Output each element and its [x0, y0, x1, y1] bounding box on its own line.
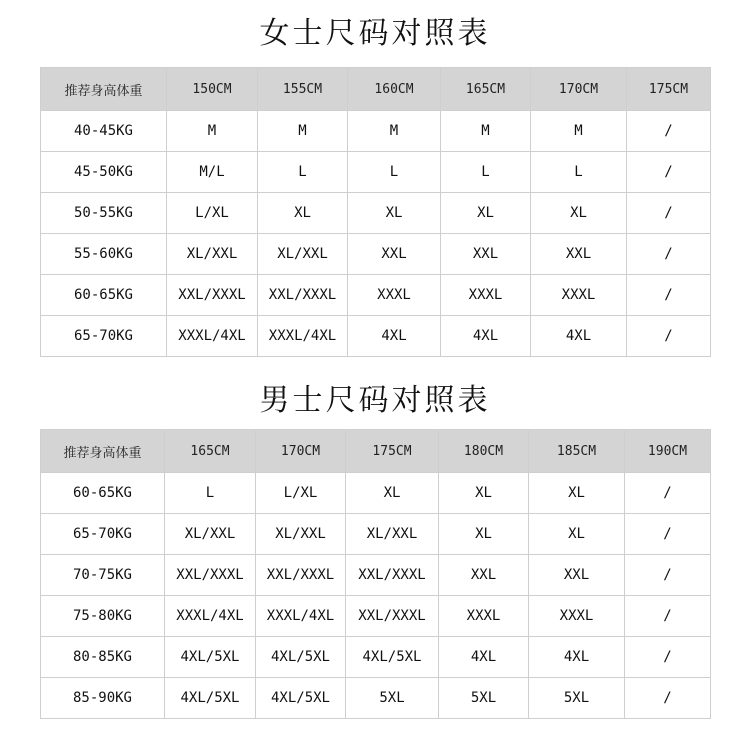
size-cell: L: [531, 152, 627, 193]
height-header-cell: 185CM: [529, 430, 625, 473]
size-cell: M: [258, 111, 348, 152]
height-header-cell: 175CM: [627, 68, 711, 111]
table-row: [41, 111, 711, 152]
size-cell: XL/XXL: [346, 514, 439, 555]
height-header-cell: 170CM: [531, 68, 627, 111]
height-header-cell: 160CM: [348, 68, 441, 111]
size-cell: 4XL: [348, 316, 441, 357]
size-cell: XL: [531, 193, 627, 234]
size-cell: XL: [439, 514, 529, 555]
size-cell: XXL: [529, 555, 625, 596]
height-header-cell: 175CM: [346, 430, 439, 473]
size-cell: XXL: [531, 234, 627, 275]
size-cell: L: [165, 473, 256, 514]
weight-cell: 70-75KG: [41, 555, 165, 596]
height-header-cell: 165CM: [441, 68, 531, 111]
size-cell: XXL: [439, 555, 529, 596]
size-cell: XL: [441, 193, 531, 234]
size-cell: /: [625, 514, 711, 555]
corner-header-cell: 推荐身高体重: [41, 430, 165, 473]
size-cell: XXL/XXXL: [165, 555, 256, 596]
size-cell: 4XL: [531, 316, 627, 357]
size-cell: XXXL/4XL: [256, 596, 346, 637]
height-header-cell: 155CM: [258, 68, 348, 111]
height-header-cell: 150CM: [167, 68, 258, 111]
size-cell: L/XL: [256, 473, 346, 514]
size-cell: 4XL/5XL: [346, 637, 439, 678]
size-cell: /: [625, 473, 711, 514]
weight-cell: 45-50KG: [41, 152, 167, 193]
table-row: [41, 596, 711, 637]
women-size-table: [40, 67, 711, 357]
women-size-chart-title: 女士尺码对照表: [259, 16, 491, 51]
size-cell: XL: [258, 193, 348, 234]
size-cell: XXL: [348, 234, 441, 275]
size-cell: XL/XXL: [167, 234, 258, 275]
table-row: [41, 152, 711, 193]
size-cell: XL/XXL: [258, 234, 348, 275]
weight-cell: 80-85KG: [41, 637, 165, 678]
size-cell: XL: [529, 473, 625, 514]
size-cell: XXXL/4XL: [258, 316, 348, 357]
weight-cell: 50-55KG: [41, 193, 167, 234]
size-cell: 4XL: [441, 316, 531, 357]
table-row: [41, 514, 711, 555]
weight-cell: 40-45KG: [41, 111, 167, 152]
weight-cell: 65-70KG: [41, 316, 167, 357]
size-cell: XXL: [441, 234, 531, 275]
size-cell: XXXL/4XL: [167, 316, 258, 357]
size-cell: XXXL: [348, 275, 441, 316]
size-cell: XXXL: [439, 596, 529, 637]
size-cell: 4XL/5XL: [165, 637, 256, 678]
table-row: [41, 678, 711, 719]
table-row: [41, 637, 711, 678]
size-cell: XL/XXL: [165, 514, 256, 555]
size-cell: M: [441, 111, 531, 152]
size-cell: /: [627, 234, 711, 275]
table-row: [41, 316, 711, 357]
size-cell: /: [627, 316, 711, 357]
table-header-row: [41, 68, 711, 111]
table-row: [41, 275, 711, 316]
size-cell: XXL/XXXL: [256, 555, 346, 596]
height-header-cell: 170CM: [256, 430, 346, 473]
weight-cell: 60-65KG: [41, 275, 167, 316]
size-cell: XL: [439, 473, 529, 514]
size-cell: M/L: [167, 152, 258, 193]
weight-cell: 60-65KG: [41, 473, 165, 514]
size-cell: XXXL: [531, 275, 627, 316]
size-cell: XXL/XXXL: [258, 275, 348, 316]
table-header-row: [41, 430, 711, 473]
size-cell: L/XL: [167, 193, 258, 234]
table-row: [41, 555, 711, 596]
size-cell: /: [627, 193, 711, 234]
weight-cell: 75-80KG: [41, 596, 165, 637]
size-cell: L: [348, 152, 441, 193]
size-cell: /: [625, 596, 711, 637]
size-cell: XL: [346, 473, 439, 514]
size-cell: L: [441, 152, 531, 193]
size-cell: XXXL/4XL: [165, 596, 256, 637]
size-cell: XXXL: [529, 596, 625, 637]
size-cell: XXL/XXXL: [346, 555, 439, 596]
height-header-cell: 190CM: [625, 430, 711, 473]
corner-header-cell: 推荐身高体重: [41, 68, 167, 111]
size-cell: 5XL: [439, 678, 529, 719]
size-cell: /: [627, 275, 711, 316]
size-cell: /: [625, 678, 711, 719]
size-cell: M: [167, 111, 258, 152]
weight-cell: 65-70KG: [41, 514, 165, 555]
size-cell: XL/XXL: [256, 514, 346, 555]
size-cell: XXL/XXXL: [167, 275, 258, 316]
weight-cell: 85-90KG: [41, 678, 165, 719]
size-cell: M: [531, 111, 627, 152]
size-cell: 5XL: [529, 678, 625, 719]
size-cell: 4XL/5XL: [256, 637, 346, 678]
size-cell: XL: [348, 193, 441, 234]
size-cell: 4XL/5XL: [256, 678, 346, 719]
table-row: [41, 234, 711, 275]
size-cell: 4XL: [439, 637, 529, 678]
size-cell: /: [627, 152, 711, 193]
weight-cell: 55-60KG: [41, 234, 167, 275]
size-cell: XXXL: [441, 275, 531, 316]
size-cell: L: [258, 152, 348, 193]
size-cell: XXL/XXXL: [346, 596, 439, 637]
table-row: [41, 193, 711, 234]
size-cell: /: [627, 111, 711, 152]
size-cell: /: [625, 637, 711, 678]
table-row: [41, 473, 711, 514]
size-cell: XL: [529, 514, 625, 555]
size-cell: 4XL: [529, 637, 625, 678]
height-header-cell: 165CM: [165, 430, 256, 473]
men-size-table: [40, 429, 711, 719]
size-cell: 5XL: [346, 678, 439, 719]
height-header-cell: 180CM: [439, 430, 529, 473]
size-cell: M: [348, 111, 441, 152]
men-size-chart-title: 男士尺码对照表: [259, 383, 491, 418]
size-cell: /: [625, 555, 711, 596]
size-cell: 4XL/5XL: [165, 678, 256, 719]
